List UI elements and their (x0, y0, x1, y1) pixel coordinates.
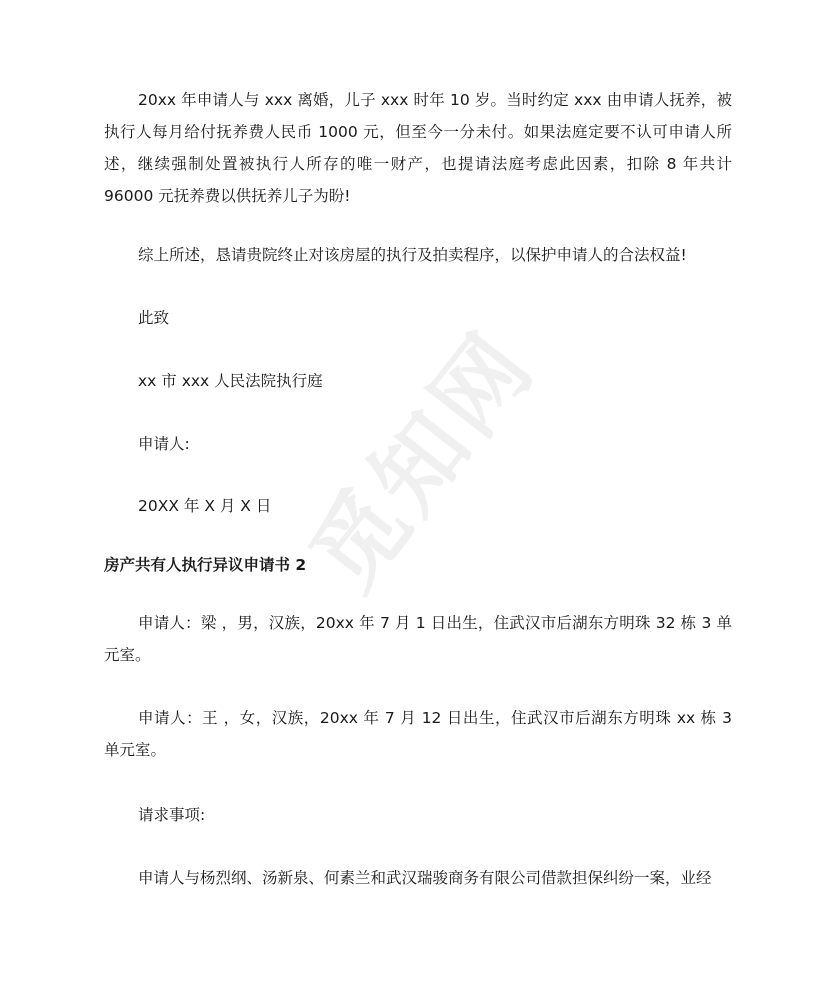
court-name: xx 市 xxx 人民法院执行庭 (138, 372, 323, 390)
section-title: 房产共有人执行异议申请书 2 (104, 556, 307, 574)
request-text: 申请人与杨烈纲、汤新泉、何素兰和武汉瑞骏商务有限公司借款担保纠纷一案，业经 (138, 869, 712, 887)
paragraph-child-support: 20xx 年申请人与 xxx 离婚，儿子 xxx 时年 10 岁。当时约定 xxx 由申请人抚养，被执行人每月给付抚养费人民币 1000 元，但至今一分未付。如果法庭定要不认可申请人所述，继续强制处置被执行人所存的唯一财产，也提请法庭考虑此因素，扣除 8 年共计 96000 元抚养费以供抚养儿子为盼! (104, 91, 732, 205)
request-label: 请求事项: (138, 806, 206, 824)
applicant-signature: 申请人: (138, 435, 190, 453)
applicant-1-info: 申请人：梁 ，男，汉族，20xx 年 7 月 1 日出生，住武汉市后湖东方明珠 32 栋 3 单元室。 (104, 614, 732, 664)
watermark: 觅知网 (290, 311, 556, 610)
closing-salutation: 此致 (138, 309, 170, 327)
paragraph-summary: 综上所述，恳请贵院终止对该房屋的执行及拍卖程序，以保护申请人的合法权益! (138, 246, 687, 264)
applicant-2-info: 申请人：王 ，女，汉族，20xx 年 7 月 12 日出生，住武汉市后湖东方明珠 xx 栋 3 单元室。 (104, 709, 732, 759)
document-date: 20XX 年 X 月 X 日 (138, 497, 272, 515)
